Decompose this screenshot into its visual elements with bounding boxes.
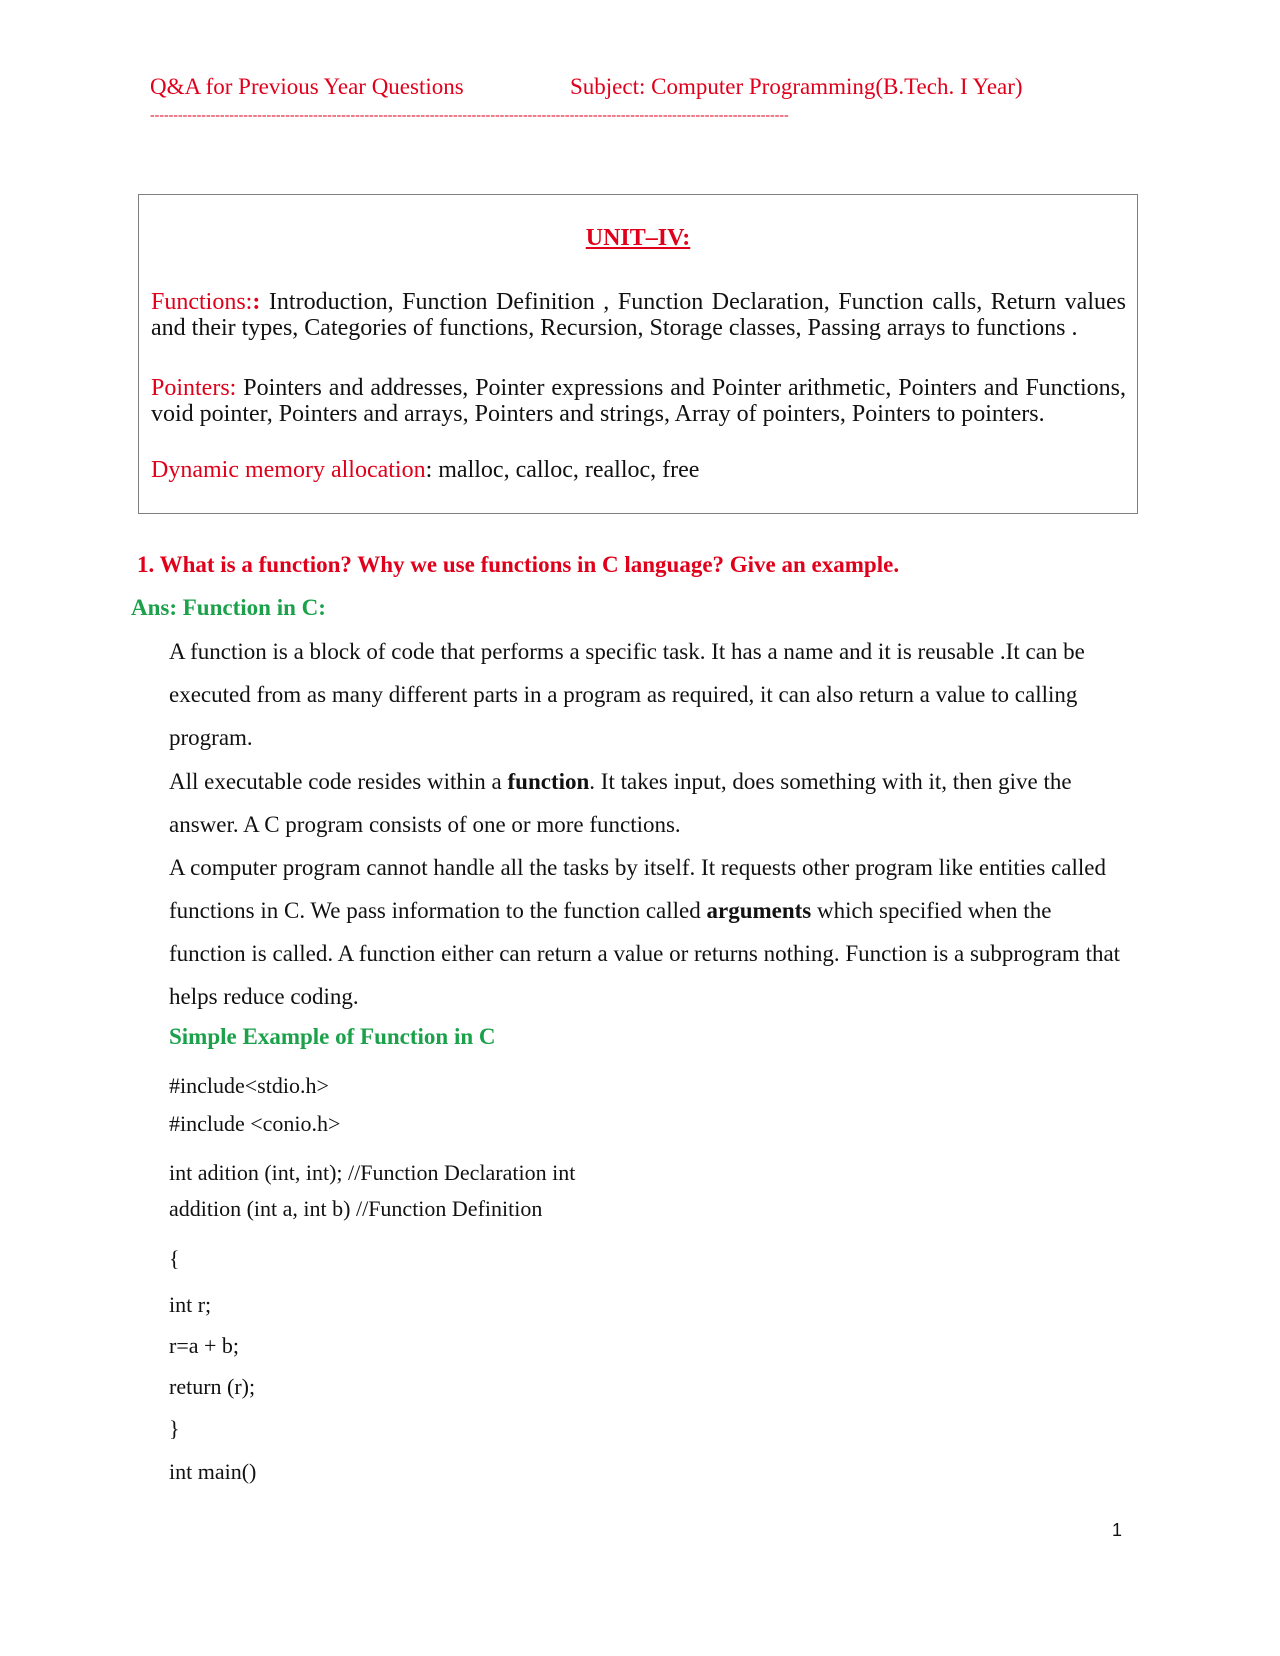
- syllabus-pointers: [151, 375, 1126, 427]
- para2-text-start: All executable code resides within a: [169, 769, 508, 794]
- functions-label: Functions:: [151, 289, 253, 315]
- para2-bold-term: function: [507, 769, 590, 794]
- code-line: #include <conio.h>: [169, 1111, 341, 1136]
- functions-label-colon: :: [252, 289, 261, 315]
- functions-topics: Introduction, Function Definition , Function Declaration, Function calls, Return values and their types, Categories of functions, Recursion, Storage classes, Passing arrays to functions .: [151, 289, 1126, 341]
- header-left-title: Q&A for Previous Year Questions: [150, 74, 464, 99]
- code-line: int adition (int, int); //Function Declaration int: [169, 1160, 576, 1185]
- answer-paragraph-2: [169, 760, 1129, 846]
- para3-text-end: which specified when the function is called. A function either can return a value or returns nothing. Function is a subprogram that helps reduce coding.: [169, 898, 1121, 1009]
- dma-topics: : malloc, calloc, realloc, free: [425, 457, 700, 483]
- para3-text-start: A computer program cannot handle all the tasks by itself. It requests other program like entities called functions in C. We pass information to the function called: [169, 855, 1106, 923]
- pointers-topics: Pointers and addresses, Pointer expressions and Pointer arithmetic, Pointers and Functions, void pointer, Pointers and arrays, Pointers and strings, Array of pointers, Pointers to pointers.: [151, 375, 1126, 427]
- code-line: addition (int a, int b) //Function Definition: [169, 1196, 543, 1221]
- code-line: {: [169, 1246, 180, 1271]
- code-line: int r;: [169, 1292, 212, 1317]
- answer-paragraph-3: [169, 846, 1129, 1018]
- code-line: int main(): [169, 1459, 257, 1484]
- dma-label: Dynamic memory allocation: [151, 457, 426, 483]
- para2-text-end: . It takes input, does something with it, then give the answer. A C program consists of one or more functions.: [169, 769, 1072, 837]
- unit-title: UNIT–IV:: [585, 225, 691, 251]
- code-line: #include<stdio.h>: [169, 1073, 329, 1098]
- pointers-label: Pointers:: [151, 375, 237, 401]
- answer-heading: Ans: Function in C:: [131, 595, 326, 620]
- code-line: }: [169, 1416, 180, 1441]
- syllabus-functions: [151, 289, 1126, 341]
- syllabus-dma: [151, 457, 1126, 483]
- example-heading: Simple Example of Function in C: [169, 1024, 496, 1049]
- question-heading: 1. What is a function? Why we use functions in C language? Give an example.: [137, 552, 900, 577]
- code-line: return (r);: [169, 1374, 256, 1399]
- code-line: r=a + b;: [169, 1333, 240, 1358]
- para3-bold-term: arguments: [706, 898, 812, 923]
- header-subject: Subject: Computer Programming(B.Tech. I Year): [570, 74, 1023, 99]
- syllabus-box: [138, 194, 1138, 514]
- answer-paragraph-1: A function is a block of code that performs a specific task. It has a name and it is reusable .It can be executed from as many different parts in a program as required, it can also return a value to calling program.: [169, 639, 1085, 750]
- header-dashed-rule: -----------------------------------------------------------------------------------------------------------------------------------------: [150, 108, 789, 123]
- page-number: 1: [1112, 1520, 1123, 1540]
